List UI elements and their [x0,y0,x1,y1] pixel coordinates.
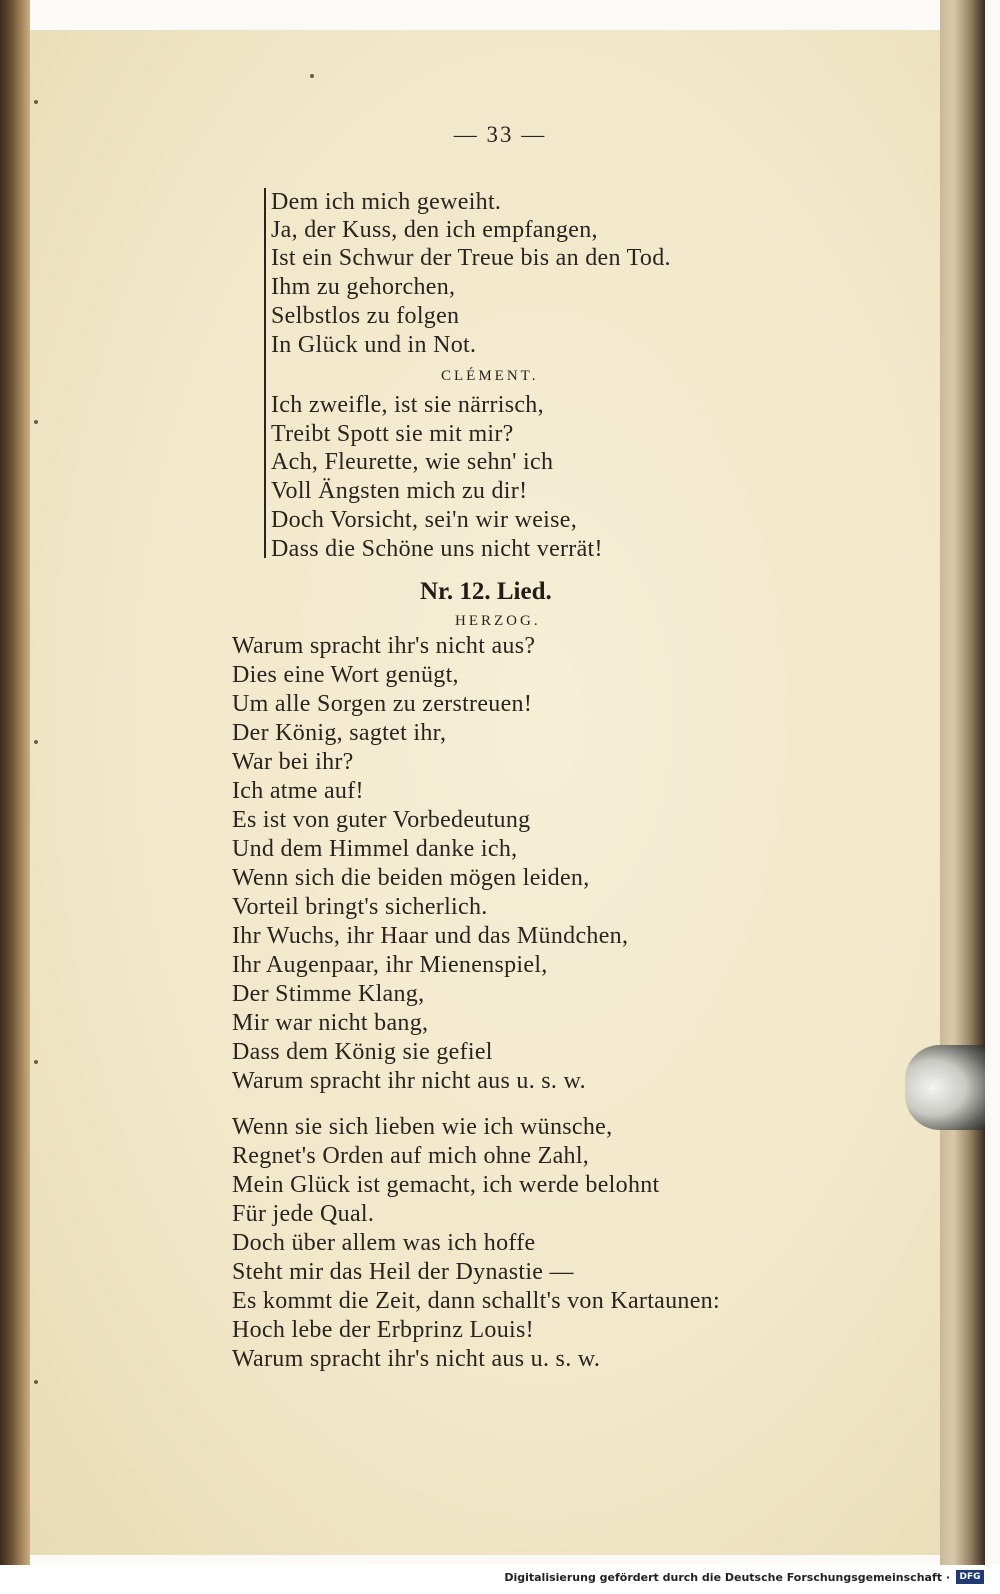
verse-line: Dass die Schöne uns nicht verrät! [271,536,603,562]
verse-line: Der König, sagtet ihr, [232,720,447,746]
verse-line: Hoch lebe der Erbprinz Louis! [232,1317,534,1343]
book-binding [0,0,30,1565]
verse-line: Ist ein Schwur der Treue bis an den Tod. [271,245,671,271]
verse-line: Selbstlos zu folgen [271,303,460,329]
song-title: Nr. 12. Lied. [420,578,552,605]
speaker-name: HERZOG. [455,613,541,629]
verse-line: Doch Vorsicht, sei'n wir weise, [271,507,578,533]
page-number: — 33 — [453,122,547,147]
verse-line: Ihr Augenpaar, ihr Mienenspiel, [232,952,548,978]
verse-line: Warum spracht ihr's nicht aus u. s. w. [232,1346,601,1372]
page-edge [940,0,985,1565]
verse-line: Warum spracht ihr's nicht aus? [232,633,536,659]
verse-line: In Glück und in Not. [271,332,477,358]
margin-dot [34,1060,38,1064]
verse-line: Voll Ängsten mich zu dir! [271,478,528,504]
verse-line: Dies eine Wort genügt, [232,662,459,688]
verse-line: Doch über allem was ich hoffe [232,1230,536,1256]
ink-speck [310,74,314,78]
verse-line: Um alle Sorgen zu zerstreuen! [232,691,533,717]
verse-line: Mir war nicht bang, [232,1010,429,1036]
verse-line: Vorteil bringt's sicherlich. [232,894,488,920]
digitization-credit: Digitalisierung gefördert durch die Deutsche Forschungsgemeinschaft · [504,1571,950,1584]
margin-dot [34,1380,38,1384]
verse-line: Mein Glück ist gemacht, ich werde belohnt [232,1172,660,1198]
verse-line: Es ist von guter Vorbedeutung [232,807,531,833]
verse-line: Es kommt die Zeit, dann schallt's von Kartaunen: [232,1288,720,1314]
verse-line: Ihm zu gehorchen, [271,274,456,300]
verse-line: Ihr Wuchs, ihr Haar und das Mündchen, [232,923,629,949]
verse-line: Ich atme auf! [232,778,364,804]
dfg-logo: DFG [956,1570,984,1584]
verse-line: Und dem Himmel danke ich, [232,836,518,862]
verse-line: Treibt Spott sie mit mir? [271,421,514,447]
verse-line: Ich zweifle, ist sie närrisch, [271,392,544,418]
verse-line: War bei ihr? [232,749,354,775]
margin-dot [34,740,38,744]
verse-line: Steht mir das Heil der Dynastie — [232,1259,574,1285]
verse-line: Dem ich mich geweiht. [271,189,502,215]
verse-bracket [264,188,271,558]
verse-line: Der Stimme Klang, [232,981,425,1007]
verse-line: Ach, Fleurette, wie sehn' ich [271,449,554,475]
margin-dot [34,100,38,104]
verse-line: Warum spracht ihr nicht aus u. s. w. [232,1068,586,1094]
page-clip [905,1045,985,1130]
verse-line: Dass dem König sie gefiel [232,1039,493,1065]
verse-line: Wenn sie sich lieben wie ich wünsche, [232,1114,613,1140]
speaker-name: CLÉMENT. [441,368,539,384]
margin-dot [34,420,38,424]
verse-line: Regnet's Orden auf mich ohne Zahl, [232,1143,590,1169]
verse-line: Wenn sich die beiden mögen leiden, [232,865,590,891]
verse-line: Für jede Qual. [232,1201,375,1227]
verse-line: Ja, der Kuss, den ich empfangen, [271,217,598,243]
